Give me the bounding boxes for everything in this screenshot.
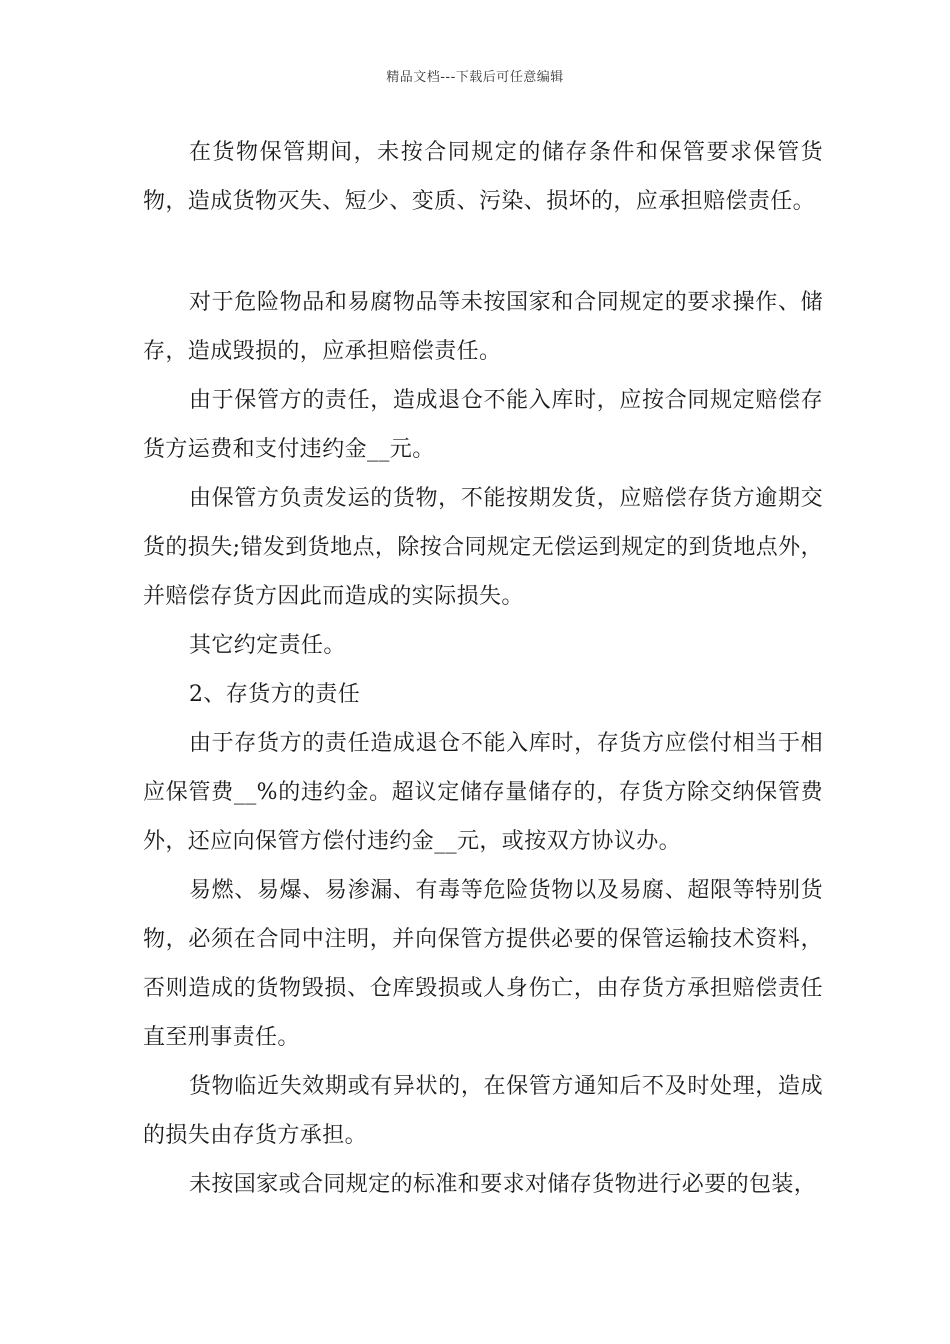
paragraph-expiring-goods: 货物临近失效期或有异状的，在保管方通知后不及时处理，造成的损失由存货方承担。 [143, 1074, 823, 1148]
document-body [143, 128, 823, 1209]
paragraph-hazardous-goods: 易燃、易爆、易渗漏、有毒等危险货物以及易腐、超限等特别货物，必须在合同中注明，并向保管方提供必要的保管运输技术资料，否则造成的货物毁损、仓库毁损或人身伤亡，由存货方承担赔偿责任直至刑事责任。 [143, 878, 823, 1050]
paragraph-storage-conditions: 在货物保管期间，未按合同规定的储存条件和保管要求保管货物，造成货物灭失、短少、变质、污染、损坏的，应承担赔偿责任。 [143, 140, 823, 214]
paragraph-warehouse-refusal: 由于保管方的责任，造成退仓不能入库时，应按合同规定赔偿存货方运费和支付违约金__元。 [143, 388, 823, 462]
page-header: 精品文档---下载后可任意编辑 [386, 70, 564, 85]
section-heading-depositor-duties: 2、存货方的责任 [189, 682, 361, 707]
paragraph-shipping-delay: 由保管方负责发运的货物，不能按期发货，应赔偿存货方逾期交货的损失;错发到货地点，除按合同规定无偿运到规定的到货地点外，并赔偿存货方因此而造成的实际损失。 [143, 486, 823, 609]
paragraph-dangerous-goods: 对于危险物品和易腐物品等未按国家和合同规定的要求操作、储存，造成毁损的，应承担赔偿责任。 [143, 290, 823, 364]
paragraph-packaging: 未按国家或合同规定的标准和要求对储存货物进行必要的包装， [189, 1172, 817, 1197]
paragraph-other-duties: 其它约定责任。 [189, 633, 346, 658]
paragraph-depositor-refusal: 由于存货方的责任造成退仓不能入库时，存货方应偿付相当于相应保管费__%的违约金。超议定储存量储存的，存货方除交纳保管费外，还应向保管方偿付违约金__元，或按双方协议办。 [143, 731, 823, 854]
